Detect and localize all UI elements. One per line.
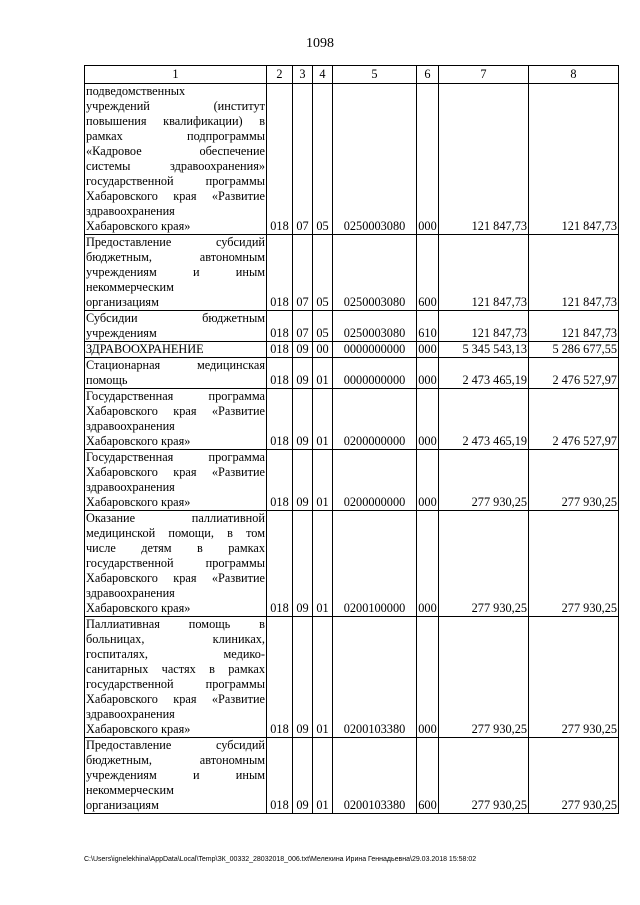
ministry-code-cell: 018 — [267, 342, 293, 358]
row-name-cell — [85, 389, 267, 450]
row-name-line: государственной программы — [86, 677, 265, 691]
section-code-cell: 07 — [293, 235, 313, 311]
row-name-line: Хабаровского края» — [86, 601, 191, 615]
target-article-cell: 0200000000 — [333, 389, 417, 450]
target-article-cell: 0000000000 — [333, 342, 417, 358]
column-header: 5 — [333, 66, 417, 84]
amount-year1-cell: 2 473 465,19 — [439, 358, 529, 389]
amount-year1-cell: 277 930,25 — [439, 738, 529, 814]
row-name-line: Предоставление субсидий — [86, 738, 265, 752]
row-name-cell — [85, 358, 267, 389]
ministry-code-cell: 018 — [267, 235, 293, 311]
amount-year2-cell: 121 847,73 — [529, 311, 619, 342]
section-code-cell: 09 — [293, 358, 313, 389]
row-name-line: Предоставление субсидий — [86, 235, 265, 249]
target-article-cell: 0250003080 — [333, 311, 417, 342]
amount-year2-cell: 277 930,25 — [529, 617, 619, 738]
row-name-cell — [85, 738, 267, 814]
ministry-code-cell: 018 — [267, 358, 293, 389]
expense-type-cell: 610 — [417, 311, 439, 342]
row-name-line: Стационарная медицинская — [86, 358, 265, 372]
table-row — [85, 235, 619, 311]
row-name-line: Хабаровского края» — [86, 495, 191, 509]
section-code-cell: 09 — [293, 511, 313, 617]
row-name-line: некоммерческим — [86, 783, 174, 797]
row-name-line: Субсидии бюджетным — [86, 311, 265, 325]
column-header: 3 — [293, 66, 313, 84]
column-header: 6 — [417, 66, 439, 84]
section-code-cell: 09 — [293, 617, 313, 738]
subsection-code-cell: 01 — [313, 389, 333, 450]
amount-year1-cell: 121 847,73 — [439, 84, 529, 235]
amount-year1-cell: 2 473 465,19 — [439, 389, 529, 450]
row-name-line: государственной программы — [86, 174, 265, 188]
column-header: 7 — [439, 66, 529, 84]
table-row — [85, 389, 619, 450]
table-row — [85, 738, 619, 814]
table-row — [85, 84, 619, 235]
page-number: 1098 — [306, 36, 334, 51]
expense-type-cell: 000 — [418, 342, 437, 356]
row-name-line: ЗДРАВООХРАНЕНИЕ — [86, 342, 204, 356]
row-name-cell — [85, 311, 267, 342]
section-code-cell: 07 — [293, 311, 313, 342]
subsection-code-cell: 01 — [313, 738, 333, 814]
expense-type-cell: 600 — [417, 738, 439, 814]
section-code-cell: 07 — [293, 84, 313, 235]
expense-type-cell: 000 — [417, 511, 439, 617]
row-name-line: здравоохранения — [86, 204, 175, 218]
amount-year1-cell: 277 930,25 — [439, 450, 529, 511]
amount-year1-cell: 121 847,73 — [439, 311, 529, 342]
target-article-cell: 0200000000 — [333, 450, 417, 511]
ministry-code-cell: 018 — [267, 511, 293, 617]
amount-year2-cell: 2 476 527,97 — [529, 389, 619, 450]
row-name-line: рамках подпрограммы — [86, 129, 265, 143]
ministry-code-cell: 018 — [267, 84, 293, 235]
row-name-line: больницах, клиниках, — [86, 632, 265, 646]
row-name-line: государственной программы — [86, 556, 265, 570]
column-header: 2 — [267, 66, 293, 84]
expense-type-cell: 000 — [417, 617, 439, 738]
row-name-line: системы здравоохранения» — [86, 159, 265, 173]
target-article-cell: 0000000000 — [333, 358, 417, 389]
row-name-line: учреждениям и иным — [86, 265, 265, 279]
subsection-code-cell: 01 — [313, 511, 333, 617]
row-name-line: некоммерческим — [86, 280, 174, 294]
row-name-line: Государственная программа — [86, 389, 265, 403]
table-header-row — [85, 66, 619, 84]
row-name-line: учреждениям — [86, 326, 157, 340]
row-name-cell — [85, 617, 267, 738]
table-row — [85, 450, 619, 511]
file-path-footer: C:\Users\ignelekhina\AppData\Local\Temp\ЗК_00332_28032018_006.txt\Мелехина Ирина Геннадьевна\29.03.2018 15:58:02 — [84, 856, 477, 863]
row-name-line: повышения квалификации) в — [86, 114, 265, 128]
table-row — [85, 617, 619, 738]
section-code-cell: 09 — [293, 738, 313, 814]
subsection-code-cell: 00 — [313, 342, 333, 358]
table-row — [85, 358, 619, 389]
row-name-line: Хабаровского края «Развитие — [86, 571, 265, 585]
row-name-line: медицинской помощи, в том — [86, 526, 265, 540]
section-code-cell: 09 — [293, 450, 313, 511]
subsection-code-cell: 01 — [313, 450, 333, 511]
row-name-line: Хабаровского края» — [86, 219, 191, 233]
subsection-code-cell: 05 — [313, 84, 333, 235]
table-row — [85, 311, 619, 342]
amount-year2-cell: 2 476 527,97 — [529, 358, 619, 389]
row-name-line: «Кадровое обеспечение — [86, 144, 265, 158]
row-name-cell — [85, 235, 267, 311]
section-code-cell: 09 — [293, 389, 313, 450]
amount-year2-cell: 5 286 677,55 — [529, 342, 619, 358]
amount-year2-cell: 121 847,73 — [529, 235, 619, 311]
table-row — [85, 511, 619, 617]
ministry-code-cell: 018 — [267, 450, 293, 511]
amount-year2-cell: 277 930,25 — [529, 511, 619, 617]
row-name-cell — [85, 511, 267, 617]
amount-year2-cell: 277 930,25 — [529, 450, 619, 511]
row-name-cell — [85, 84, 267, 235]
row-name-line: Хабаровского края» — [86, 722, 191, 736]
row-name-line: подведомственных — [86, 84, 186, 98]
table-row — [85, 342, 619, 358]
subsection-code-cell: 05 — [313, 235, 333, 311]
amount-year2-cell: 277 930,25 — [529, 738, 619, 814]
amount-year2-cell: 121 847,73 — [529, 84, 619, 235]
expense-type-cell: 000 — [417, 389, 439, 450]
target-article-cell: 0200100000 — [333, 511, 417, 617]
row-name-line: здравоохранения — [86, 586, 175, 600]
target-article-cell: 0200103380 — [333, 617, 417, 738]
amount-year1-cell: 277 930,25 — [439, 511, 529, 617]
expense-type-cell: 000 — [417, 358, 439, 389]
ministry-code-cell: 018 — [267, 738, 293, 814]
row-name-line: организациям — [86, 798, 159, 812]
expense-type-cell: 000 — [417, 84, 439, 235]
amount-year1-cell: 277 930,25 — [439, 617, 529, 738]
row-name-line: санитарных частях в рамках — [86, 662, 265, 676]
row-name-line: бюджетным, автономным — [86, 250, 265, 264]
target-article-cell: 0200103380 — [333, 738, 417, 814]
row-name-line: здравоохранения — [86, 419, 175, 433]
row-name-line: здравоохранения — [86, 480, 175, 494]
row-name-line: учреждений (институт — [86, 99, 265, 113]
expense-type-cell: 600 — [417, 235, 439, 311]
column-header: 1 — [85, 66, 267, 84]
column-header: 8 — [529, 66, 619, 84]
row-name-line: Оказание паллиативной — [86, 511, 265, 525]
ministry-code-cell: 018 — [267, 311, 293, 342]
ministry-code-cell: 018 — [267, 617, 293, 738]
row-name-cell — [85, 450, 267, 511]
section-code-cell: 09 — [293, 342, 313, 358]
row-name-line: бюджетным, автономным — [86, 753, 265, 767]
target-article-cell: 0250003080 — [333, 84, 417, 235]
row-name-line: Паллиативная помощь в — [86, 617, 265, 631]
amount-year1-cell: 5 345 543,13 — [439, 342, 529, 358]
row-name-line: Хабаровского края» — [86, 434, 191, 448]
row-name-line: здравоохранения — [86, 707, 175, 721]
row-name-line: помощь — [86, 373, 128, 387]
subsection-code-cell: 05 — [313, 311, 333, 342]
target-article-cell: 0250003080 — [333, 235, 417, 311]
row-name-line: госпиталях, медико- — [86, 647, 265, 661]
row-name-line: Хабаровского края «Развитие — [86, 692, 265, 706]
row-name-line: Государственная программа — [86, 450, 265, 464]
expense-type-cell: 000 — [417, 450, 439, 511]
subsection-code-cell: 01 — [313, 617, 333, 738]
row-name-line: Хабаровского края «Развитие — [86, 404, 265, 418]
row-name-cell — [85, 342, 267, 358]
budget-table — [84, 65, 619, 814]
row-name-line: организациям — [86, 295, 159, 309]
row-name-line: числе детям в рамках — [86, 541, 265, 555]
subsection-code-cell: 01 — [313, 358, 333, 389]
amount-year1-cell: 121 847,73 — [439, 235, 529, 311]
ministry-code-cell: 018 — [267, 389, 293, 450]
column-header: 4 — [313, 66, 333, 84]
row-name-line: Хабаровского края «Развитие — [86, 465, 265, 479]
row-name-line: учреждениям и иным — [86, 768, 265, 782]
row-name-line: Хабаровского края «Развитие — [86, 189, 265, 203]
